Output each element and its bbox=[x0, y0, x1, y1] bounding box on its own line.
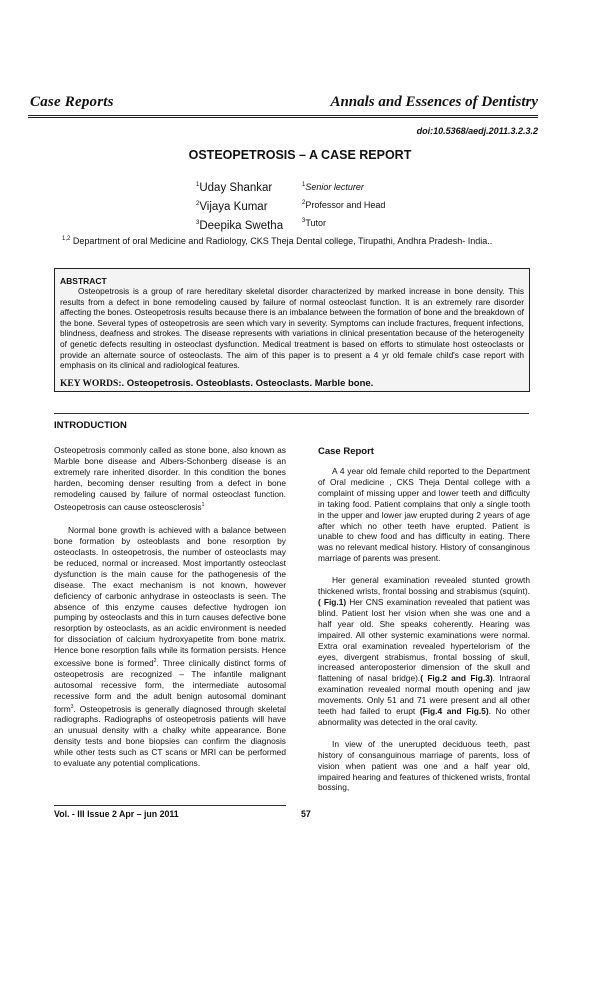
author-roles bbox=[302, 177, 385, 231]
introduction-heading: INTRODUCTION bbox=[54, 420, 127, 431]
right-column bbox=[318, 466, 530, 793]
abstract-heading: ABSTRACT bbox=[60, 276, 107, 286]
case-paragraph-3: In view of the unerupted deciduous teeth, past history of consanguinous marriage of parents, loss of vision when patient was one and a half year old, impaired hearing and features of thickened wrists, frontal bossing, bbox=[318, 738, 530, 793]
author-role-3: $^3$Tutor bbox=[302, 218, 327, 228]
left-column bbox=[54, 445, 286, 769]
article-title: OSTEOPETROSIS – A CASE REPORT bbox=[188, 148, 412, 162]
running-header-left: Case Reports bbox=[30, 94, 114, 110]
author-role-2: $^2$Professor and Head bbox=[302, 200, 386, 210]
page-number: 57 bbox=[301, 809, 311, 819]
section-rule bbox=[54, 413, 529, 414]
author-2: $^2$Vijaya Kumar bbox=[196, 200, 268, 213]
footer-rule bbox=[54, 805, 286, 806]
case-paragraph-2: Her general examination revealed stunted growth thickened wrists, frontal bossing and strabismus (squint).( Fig.1) Her CNS examination revealed that patient was blind. Patient lost her vision when she was one and a half year old. She speaks coherently. Hearing was impaired. All other systemic examinations were normal. Extra oral examination revealed hypertelorism of the eyes, divergent strabismus, frontal bossing of skull, increased anteroposterior dimension of the skull and flattening of nasal bridge).( Fig.2 and Fig.3). Intraoral examination revealed normal mouth opening and jaw movements. Only 51 and 71 were present and all other teeth had failed to erupt (Fig.4 and Fig.5). No other abnormality was detected in the oral cavity. bbox=[318, 575, 530, 727]
case-report-heading: Case Report bbox=[318, 446, 374, 457]
author-list bbox=[196, 177, 283, 233]
intro-paragraph-1: Osteopetrosis commonly called as stone bone, also known as Marble bone disease and Albers-Schonberg disease is an extremely rare inherited disorder. In this condition the bones harden, becoming denser resulting from a defect in bone remodeling caused by failure of normal osteoclast function. Osteopetrosis can cause osteosclerosis$^1$ bbox=[54, 445, 286, 512]
abstract-body: Osteopetrosis is a group of rare hereditary skeletal disorder characterized by marked increase in bone density. This results from a defect in bone remodeling caused by failure of normal osteoclast function. It is an extremely rare disorder affecting the bones. Osteopetrosis results because there is an imbalance between the formation of bone and the breakdown of the bone. Several types of osteopetrosis are seen which vary in severity. Symptoms can include fractures, frequent infections, blindness, deafness and strokes. The disease represents with variations in clinical presentation because of the heterogeneity of genetic defects resulting in osteoclast dysfunction. Medical treatment is based on efforts to stimulate host osteoclasts or provide an alternate source of osteoclasts. The aim of this paper is to present a 4 yr old female child's case report with emphasis on its clinical and radiological features. bbox=[60, 286, 524, 371]
abstract-box bbox=[54, 268, 530, 392]
author-3: $^3$Deepika Swetha bbox=[196, 219, 284, 232]
header-rule bbox=[28, 115, 538, 118]
keywords-list: . Osteopetrosis. Osteoblasts. Osteoclasts. Marble bone. bbox=[121, 377, 374, 389]
footer-volume: Vol. - III Issue 2 Apr – jun 2011 bbox=[54, 809, 179, 819]
doi: doi:10.5368/aedj.2011.3.2.3.2 bbox=[416, 126, 538, 136]
case-paragraph-1: A 4 year old female child reported to the Department of Oral medicine , CKS Theja Dental college with a complaint of missing upper and lower teeth and difficulty in taking food. Patient complains that only a single tooth in the upper and lower jaw erupted during 2 years of age after which no other teeth have erupted. Patient is unable to chew food and has difficulty in eating. There was no relevant medical history. History of consanginous marriage of parents was present. bbox=[318, 466, 530, 564]
keywords-label: KEY WORDS: bbox=[60, 378, 122, 389]
author-1: $^1$Uday Shankar bbox=[196, 181, 273, 194]
intro-paragraph-2: Normal bone growth is achieved with a balance between bone formation by osteoblasts and bone resorption by osteoclasts. In osteopetrosis, the number of osteoclasts may be reduced, normal or increased. Most importantly osteoclast dysfunction is the main cause for the pathogenesis of the disease. The exact mechanism is not known, however deficiency of carbonic anhydrase in osteoclasts is seen. The absence of this enzyme causes defective hydrogen ion pumping by osteoclasts and this in turn causes defective bone resorption by osteoclasts, as an acidic environment is needed for dissociation of calcium hydroxyapetite from bone matrix. Hence bone resorption fails while its formation persists. Hence excessive bone is formed$^2$. Three clinically distinct forms of osteopetrosis are recognized – The infantile malignant autosomal recessive form, the intermediate autosomal recessive form and the adult benign autosomal dominant form$^3$. Osteopetrosis is generally diagnosed through skeletal radiographs. Radiographs of osteopetrosis patients will have an unusual density with a chalky white appearance. Bone density tests and bone biopsies can confirm the diagnosis while other tests such as CT scans or MRI can be performed to evaluate any potential complications. bbox=[54, 525, 287, 768]
keywords bbox=[60, 378, 524, 389]
author-role-1: $^1$Senior lecturer bbox=[302, 182, 364, 192]
affiliation: $^{1,2}$ Department of oral Medicine and Radiology, CKS Theja Dental college, Tirupathi, Andhra Pradesh- India.. bbox=[62, 236, 493, 246]
running-header-journal: Annals and Essences of Dentistry bbox=[330, 94, 538, 110]
